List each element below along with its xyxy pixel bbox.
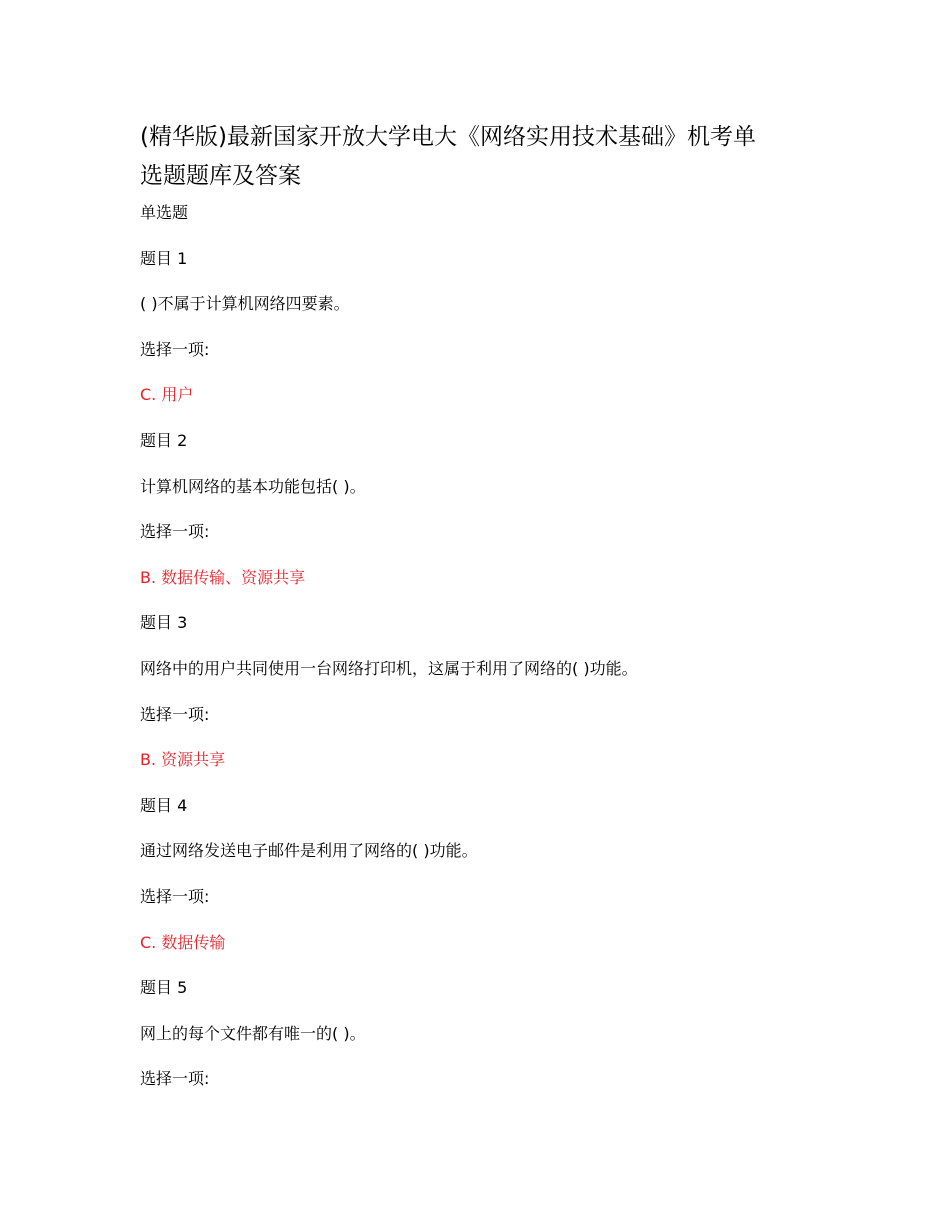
title-line-1: (精华版)最新国家开放大学电大《网络实用技术基础》机考单	[140, 124, 756, 150]
question-answer: B. 资源共享	[140, 750, 226, 770]
question-stem: ( )不属于计算机网络四要素。	[140, 294, 350, 314]
document-title	[140, 118, 840, 196]
section-heading: 单选题	[140, 203, 189, 222]
question-answer: B. 数据传输、资源共享	[140, 567, 306, 587]
question-stem: 网上的每个文件都有唯一的( )。	[140, 1023, 366, 1043]
question-number: 题目 5	[140, 978, 188, 998]
question-stem: 通过网络发送电子邮件是利用了网络的( )功能。	[140, 841, 478, 861]
question-number: 题目 3	[140, 613, 188, 633]
question-number: 题目 1	[140, 248, 188, 268]
question-stem: 计算机网络的基本功能包括( )。	[140, 476, 366, 496]
question-number: 题目 4	[140, 795, 188, 815]
question-number: 题目 2	[140, 430, 188, 450]
question-prompt: 选择一项:	[140, 704, 210, 724]
question-answer: C. 数据传输	[140, 932, 226, 952]
document-page	[140, 118, 840, 1114]
title-line-2: 选题题库及答案	[140, 163, 301, 189]
question-answer: C. 用户	[140, 385, 194, 405]
question-prompt: 选择一项:	[140, 339, 210, 359]
question-stem: 网络中的用户共同使用一台网络打印机，这属于利用了网络的( )功能。	[140, 658, 638, 678]
question-prompt: 选择一项:	[140, 522, 210, 542]
question-prompt: 选择一项:	[140, 886, 210, 906]
question-prompt: 选择一项:	[140, 1069, 210, 1089]
